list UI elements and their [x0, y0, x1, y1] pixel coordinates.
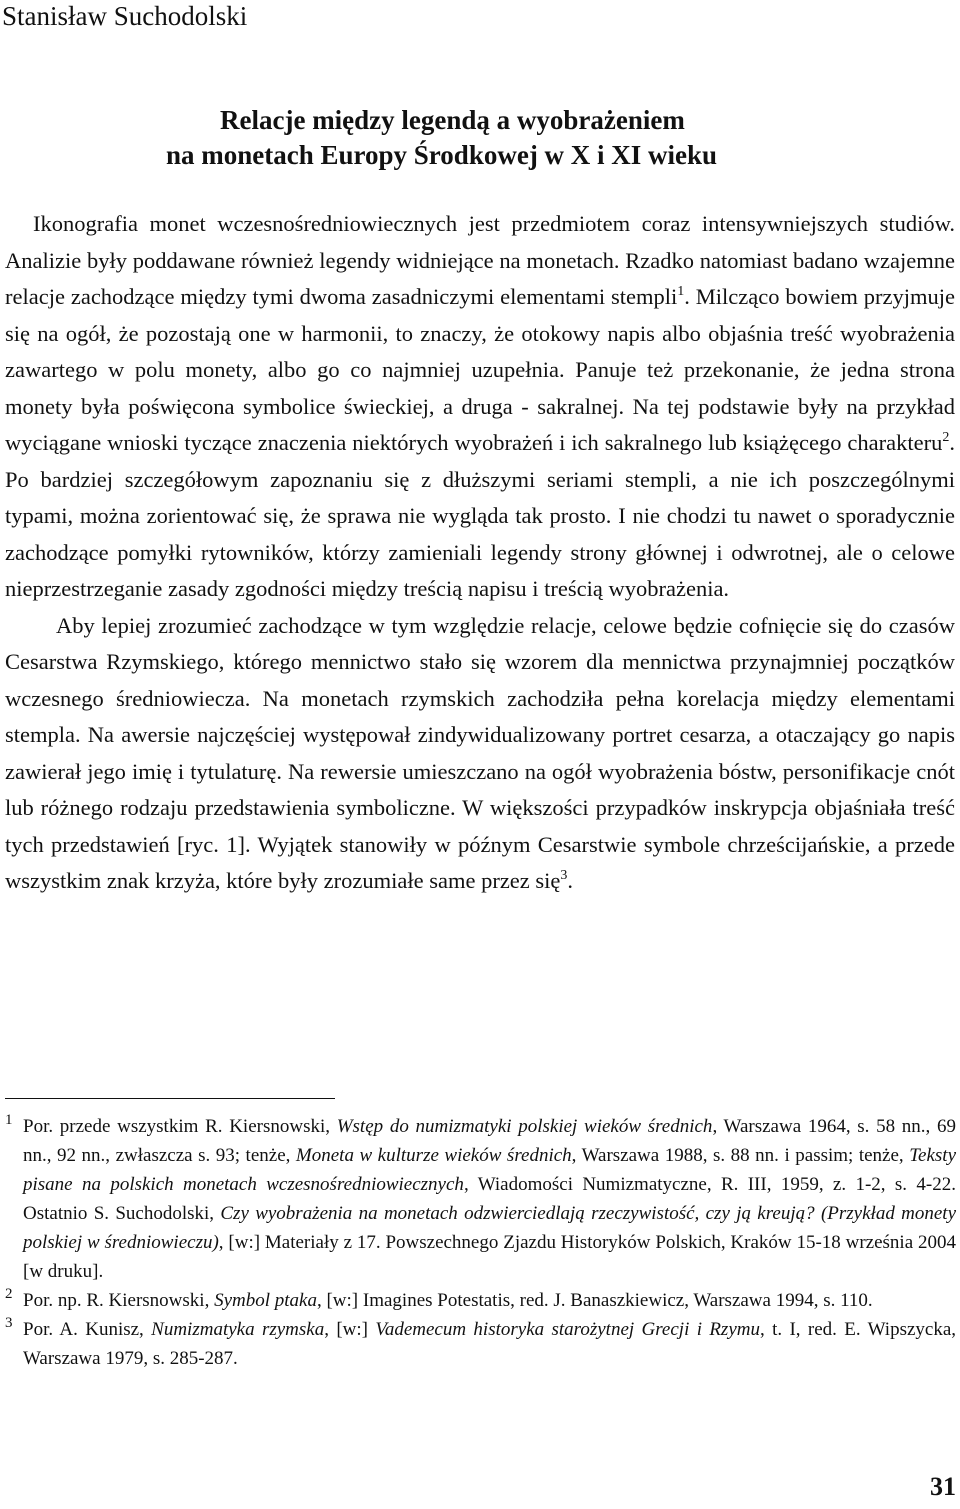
footnote-number: 1: [5, 1112, 13, 1128]
footnote-italic-title: Wstęp do numizmatyki polskiej wieków średnich: [336, 1116, 713, 1137]
footnote-text: , Warszawa 1964, s. 58 nn., 69 nn., 92 nn., zwłaszcza s. 93; tenże,: [23, 1116, 956, 1166]
footnote-number: 2: [5, 1286, 13, 1302]
footnote-text: Por. np. R. Kiersnowski,: [23, 1290, 215, 1311]
footnote-italic-title: Vademecum historyka starożytnej Grecji i Rzymu: [375, 1319, 760, 1340]
footnote-ref-1[interactable]: 1: [677, 284, 685, 299]
article-body: [5, 206, 955, 900]
footnote-1: [0, 1112, 956, 1286]
footnote-italic-title: Numizmatyka rzymska: [151, 1319, 325, 1340]
running-header-author: Stanisław Suchodolski: [2, 1, 248, 31]
paragraph-2-text-a: Aby lepiej zrozumieć zachodzące w tym względzie relacje, celowe będzie cofnięcie się do czasów Cesarstwa Rzymskiego, którego mennictwo stało się wzorem dla mennictwa przynajmniej początków wczesnego średniowiecza. Na monetach rzymskich zachodziła pełna korelacja między elementami stempla. Na awersie najczęściej występował zindywidualizowany portret cesarza, a otaczający go napis zawierał jego imię i tytulaturę. Na rewersie umieszczano na ogół wyobrażenia bóstw, personifikacje cnót lub różnego rodzaju przedstawienia symboliczne. W większości przypadków inskrypcja objaśniała treść tych przedstawień [ryc. 1]. Wyjątek stanowiły w późnym Cesarstwie symbole chrześcijańskie, a przede wszystkim znak krzyża, które były zrozumiałe same przez się: [5, 612, 955, 893]
footnote-text: , [w:] Imagines Potestatis, red. J. Banaszkiewicz, Warszawa 1994, s. 110.: [316, 1290, 873, 1311]
page-number: 31: [930, 1472, 956, 1501]
article-title-line-1: Relacje między legendą a wyobrażeniem: [220, 105, 685, 135]
footnote-text: , [w:]: [324, 1319, 376, 1340]
body-paragraph-2: [5, 608, 955, 900]
footnote-2: [0, 1286, 956, 1315]
footnote-italic-title: Symbol ptaka: [214, 1290, 317, 1311]
footnote-italic-title: Teksty pisane na polskich monetach wczesnośredniowiecznych: [23, 1145, 956, 1195]
footnote-ref-3[interactable]: 3: [560, 868, 568, 883]
footnotes: [0, 1112, 960, 1373]
body-paragraph-1: [5, 206, 955, 608]
article-title-line-2: na monetach Europy Środkowej w X i XI wieku: [166, 140, 718, 170]
footnote-ref-2[interactable]: 2: [942, 430, 950, 445]
footnote-text: , Warszawa 1988, s. 88 nn. i passim; tenże,: [571, 1145, 910, 1166]
footnote-separator-rule: [5, 1098, 335, 1099]
footnote-3: [0, 1315, 956, 1373]
footnote-text: , t. I, red. E. Wipszycka, Warszawa 1979, s. 285-287.: [23, 1319, 957, 1369]
paragraph-1-text-a: Ikonografia monet wczesnośredniowiecznych jest przedmiotem coraz intensywniejszych studiów. Analizie były poddawane również legendy widniejące na monetach. Rzadko natomiast badano wzajemne relacje zachodzące między tymi dwoma zasadniczymi elementami stempli: [5, 211, 955, 309]
paragraph-1-text-c: . Po bardziej szczegółowym zapoznaniu się z dłuższymi seriami stempli, a nie ich poszczególnymi typami, można zorientować się, że sprawa nie wygląda tak prosto. I nie chodzi tu nawet o sporadycznie zachodzące pomyłki rytowników, którzy zamieniali legendy strony głównej i odwrotnej, ale o celowe nieprzestrzeganie zasady zgodności między treścią napisu i treścią wyobrażenia.: [5, 430, 955, 601]
footnote-text: , Wiadomości Numizmatyczne, R. III, 1959, z. 1-2, s. 4-22. Ostatnio S. Suchodolski,: [23, 1174, 956, 1224]
paragraph-1-text-b: . Milcząco bowiem przyjmuje się na ogół, że pozostają one w harmonii, to znaczy, że otokowy napis albo objaśnia treść wyobrażenia zawartego w polu monety, albo go co najmniej uzupełnia. Panuje też przekonanie, że jedna strona monety była poświęcona symbolice świeckiej, a druga - sakralnej. Na tej podstawie były na przykład wyciągane wnioski tyczące znaczenia niektórych wyobrażeń i ich sakralnego lub książęcego charakteru: [5, 284, 955, 455]
footnote-text: Por. A. Kunisz,: [23, 1319, 152, 1340]
footnote-text: Por. przede wszystkim R. Kiersnowski,: [23, 1116, 337, 1137]
footnote-italic-title: Moneta w kulturze wieków średnich: [295, 1145, 572, 1166]
footnote-text: , [w:] Materiały z 17. Powszechnego Zjazdu Historyków Polskich, Kraków 15-18 września 2004 [w druku].: [23, 1232, 956, 1282]
footnote-number: 3: [5, 1315, 13, 1331]
paragraph-2-text-end: .: [567, 868, 574, 893]
footnote-italic-title: Czy wyobrażenia na monetach odzwierciedlają rzeczywistość, czy ją kreują? (Przykład monety polskiej w średniowieczu): [23, 1203, 957, 1253]
